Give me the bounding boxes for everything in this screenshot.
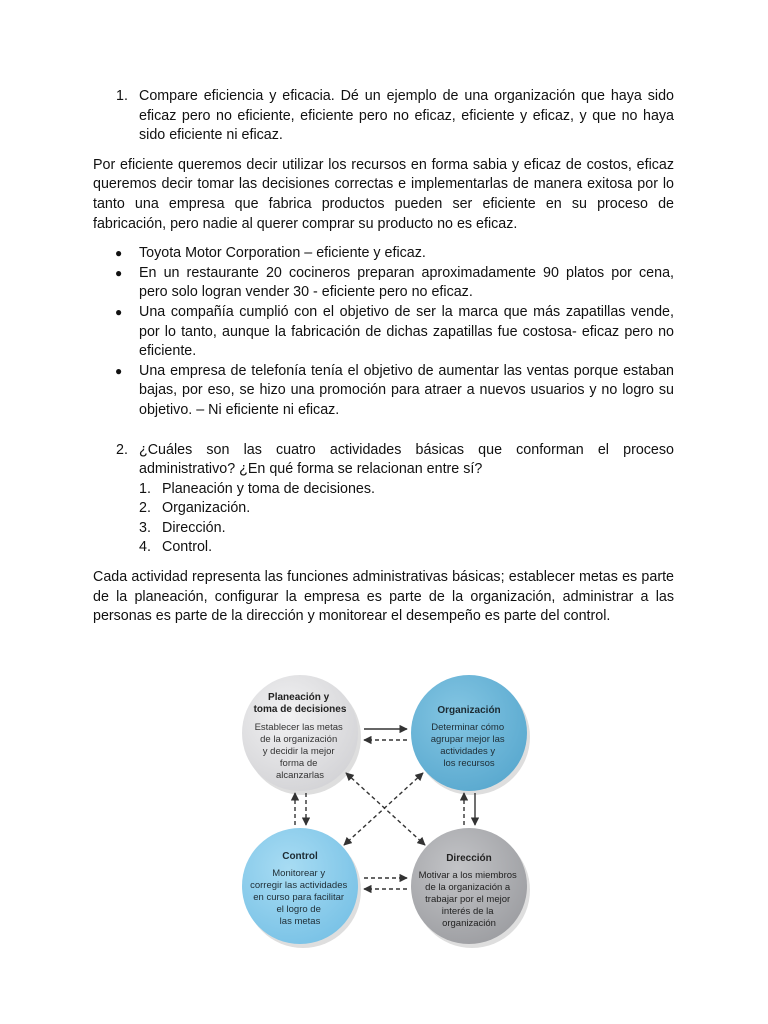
list-item: ● Una compañía cumplió con el objetivo de ser la marca que más zapatillas vende, por lo tanto, aunque la fabricación de dichas zapatillas fue costosa- eficaz pero no eficiente. xyxy=(93,303,674,362)
question-2 xyxy=(93,441,674,480)
question-number: 1. xyxy=(116,88,128,104)
direccion-description: Motivar a los miembros de la organización a trabajar por el mejor interés de la organización xyxy=(418,870,517,929)
bullet-icon: ● xyxy=(115,246,123,261)
activities-list xyxy=(93,480,674,558)
list-item: ● Una empresa de telefonía tenía el objetivo de aumentar las ventas porque estaban bajas, por eso, se hizo una promoción para atraer a nuevos usuarios y no logro su objetivo. – Ni eficiente ni eficaz. xyxy=(93,362,674,421)
control-description: Monitorear y corregir las actividades en curso para facilitar el logro de las metas xyxy=(250,868,348,927)
question-number: 2. xyxy=(116,441,128,458)
example-bullet-list xyxy=(93,244,674,420)
arrow-org-to-ctrl xyxy=(344,773,423,845)
administrative-process-diagram xyxy=(240,673,540,948)
control-title: Control xyxy=(282,851,318,862)
document-text xyxy=(93,87,674,627)
organizacion-circle xyxy=(411,675,527,791)
direccion-title: Dirección xyxy=(446,853,492,864)
organizacion-description: Determinar cómo agrupar mejor las actividades y los recursos xyxy=(430,722,505,769)
question-text: ¿Cuáles son las cuatro actividades básicas que conforman el proceso administrativo? ¿En qué forma se relacionan entre sí? xyxy=(139,441,674,478)
list-item: 4. Control. xyxy=(139,539,213,556)
answer-paragraph-2: Cada actividad representa las funciones administrativas básicas; establecer metas es parte de la planeación, configurar la empresa es parte de la organización, administrar a las personas es parte de la dirección y monitorear el desempeño es parte del control. xyxy=(93,569,674,625)
arrow-plan-to-dir xyxy=(346,773,425,845)
bullet-icon: ● xyxy=(115,363,123,378)
organizacion-title: Organización xyxy=(437,705,501,716)
diagram-svg xyxy=(240,673,540,948)
list-item: ● En un restaurante 20 cocineros preparan aproximadamente 90 platos por cena, pero solo logran vender 30 - eficiente pero no eficaz. xyxy=(93,264,674,303)
question-1 xyxy=(93,87,674,146)
bullet-icon: ● xyxy=(115,304,123,319)
list-item: 1. Planeación y toma de decisiones. xyxy=(139,480,375,497)
planeacion-title: Planeación y toma de decisiones xyxy=(253,692,347,715)
planeacion-description: Establecer las metas de la organización y decidir la mejor forma de alcanzarlas xyxy=(254,722,343,781)
bullet-icon: ● xyxy=(115,265,123,280)
list-item: ● Toyota Motor Corporation – eficiente y eficaz. xyxy=(93,244,674,264)
answer-paragraph-1: Por eficiente queremos decir utilizar los recursos en forma sabia y eficaz de costos, eficaz queremos decir tomar las decisiones correctas e implementarlas de manera exitosa por lo tanto una empresa que fabrica productos pueden ser eficiente en su proceso de fabricación, pero nadie al querer comprar su producto no es eficaz. xyxy=(93,156,674,232)
question-text: Compare eficiencia y eficacia. Dé un ejemplo de una organización que haya sido eficaz pero no eficiente, eficiente pero no eficaz, eficiente y eficaz, y que no haya sido eficiente ni eficaz. xyxy=(139,88,674,144)
list-item: 3. Dirección. xyxy=(139,519,226,536)
list-item: 2. Organización. xyxy=(139,500,251,517)
